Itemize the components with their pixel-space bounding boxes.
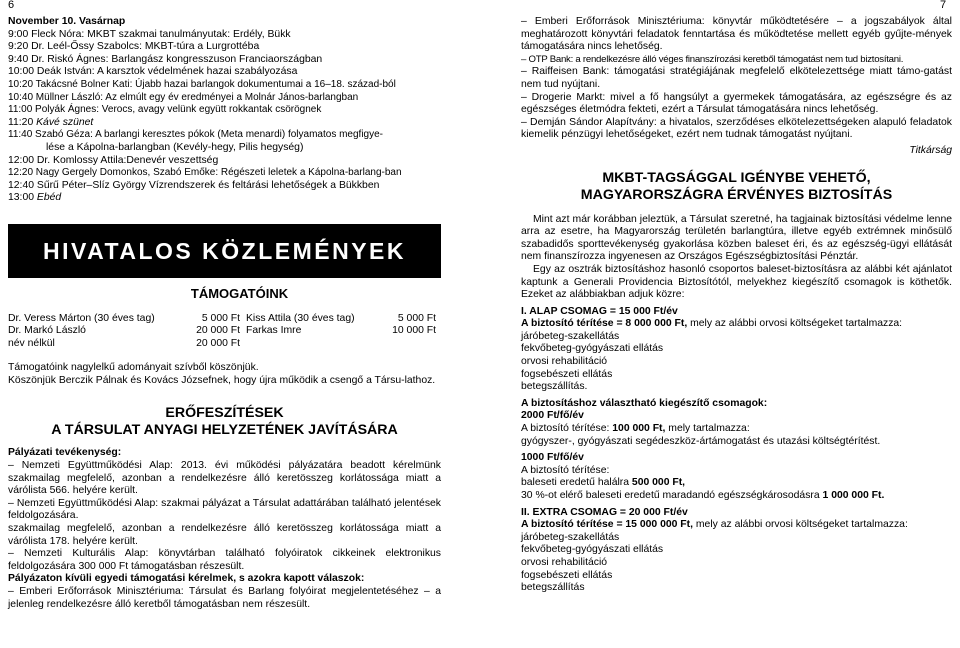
insurance-title: MKBT-TAGSÁGGAL IGÉNYBE VEHETŐ, xyxy=(602,169,871,186)
request-paragraph: – OTP Bank: a rendelkezésre álló véges finanszírozási keretből támogatást nem tud biztosítani. xyxy=(521,53,904,65)
grant-heading: Pályázati tevékenység: xyxy=(8,447,122,459)
program-item: 12:00 Dr. Komlossy Attila:Denevér veszettség xyxy=(8,154,219,166)
program-item: 11:00 Polyák Ágnes: Verocs, avagy velünk együtt rokkantak csörögnek xyxy=(8,104,322,116)
package-coverage xyxy=(521,318,952,331)
coffee-label: Kávé szünet xyxy=(36,116,94,128)
package-title: II. EXTRA CSOMAG = 20 000 Ft/év xyxy=(521,506,688,518)
received-heading: Pályázaton kívüli egyedi támogatási kérelmek, s azokra kapott válaszok: xyxy=(8,573,365,585)
list-item: fogsebészeti ellátás xyxy=(521,569,613,581)
right-column xyxy=(521,16,952,595)
program-item: 10:20 Takácsné Bolner Kati: Újabb hazai barlangok dokumentumai a 16–18. század-ból xyxy=(8,78,396,90)
donor-name: Dr. Veress Márton (30 éves tag) xyxy=(8,312,155,324)
addon-description: gyógyszer-, gyógyászati segédeszköz-ártámogatást és utazási költségtérítést. xyxy=(521,435,881,447)
program-list xyxy=(8,29,441,205)
request-paragraph: – Raiffeisen Bank: támogatási stratégiájának megfelelő elkötelezettsége miatt támo-gatást nem tud nyújtani. xyxy=(521,66,952,90)
program-item: 11:40 Szabó Géza: A barlangi keresztes pókok (Meta menardi) folyamatos megfigye- xyxy=(8,129,384,141)
program-item: 9:40 Dr. Riskó Ágnes: Barlangász kongresszuson Franciaországban xyxy=(8,53,323,65)
coverage-amount: 100 000 Ft, xyxy=(612,423,666,435)
coffee-time: 11:20 xyxy=(8,116,34,128)
list-item: fogsebészeti ellátás xyxy=(521,368,613,380)
official-announcements-banner: HIVATALOS KÖZLEMÉNYEK xyxy=(8,224,441,278)
list-item: fekvőbeteg-gyógyászati ellátás xyxy=(521,343,664,355)
efforts-subtitle: A TÁRSULAT ANYAGI HELYZETÉNEK JAVÍTÁSÁRA xyxy=(51,422,398,439)
lunch-label: Ebéd xyxy=(36,192,62,204)
list-item: járóbeteg-szakellátás xyxy=(521,531,620,543)
donor-name: Kiss Attila (30 éves tag) xyxy=(246,312,355,324)
coverage-amount: A biztosító térítése = 15 000 000 Ft, xyxy=(521,519,693,531)
program-item: 9:20 Dr. Leél-Őssy Szabolcs: MKBT-túra a Lurgrottéba xyxy=(8,41,260,53)
donor-amount: 5 000 Ft xyxy=(201,312,240,324)
donor-name: név nélkül xyxy=(8,337,55,349)
page-number-left: 6 xyxy=(8,0,15,11)
thanks-text: Támogatóink nagylelkű adományait szívből köszönjük. xyxy=(8,362,259,374)
coverage-amount: 500 000 Ft, xyxy=(631,477,686,489)
program-item-cont: lése a Kápolna-barlangban (Kevély-hegy, Pilis hegység) xyxy=(46,141,304,153)
addon-coverage xyxy=(521,490,952,503)
supporters-title: TÁMOGATÓINK xyxy=(190,285,289,301)
coverage-text: A biztosító térítése: xyxy=(521,423,613,435)
program-item: 10:40 Müllner László: Az elmúlt egy év eredményei a Molnár János-barlangban xyxy=(8,91,359,103)
donor-amount: 5 000 Ft xyxy=(397,312,436,324)
list-item: járóbeteg-szakellátás xyxy=(521,330,620,342)
program-item-lunch xyxy=(8,192,441,205)
list-item: fekvőbeteg-gyógyászati ellátás xyxy=(521,544,664,556)
coverage-text: mely az alábbi orvosi költségeket tartalmazza: xyxy=(693,519,908,531)
grant-paragraph: – Nemzeti Együttműködési Alap: szakmai pályázat a Társulat adattárában található jelentések feldolgozására. xyxy=(8,497,441,522)
list-item: orvosi rehabilitáció xyxy=(521,556,608,568)
addon-heading: A biztosításhoz választható kiegészítő csomagok: xyxy=(521,397,768,409)
table-row xyxy=(8,313,436,326)
addon-coverage xyxy=(521,477,952,490)
request-paragraph: – Drogerie Markt: mivel a fő hangsúlyt a gyermekek támogatására, az egészségre és az egészséges életmódra fekteti, ezért a Társulat támogatására nincs lehetőség. xyxy=(521,91,952,116)
coverage-text: baleseti eredetű halálra xyxy=(521,477,632,489)
program-item: 12:20 Nagy Gergely Domonkos, Szabó Emőke: Régészeti leletek a Kápolna-barlang-ban xyxy=(8,167,402,179)
donor-amount: 10 000 Ft xyxy=(392,325,436,337)
insurance-intro: Mint azt már korábban jeleztük, a Társulat szeretné, ha tagjainak biztosítási védelme lenne arra az esetre, ha Magyarország területén barlangtúra, illetve egyéb extrémnek minősülő szabadidős sporttevékenység gyakorlása közben baleset éri, és az egészség-ügyi ellátását nem finanszírozza ingyenesen az Országos Egészségbiztosítási Pénztár. xyxy=(521,213,952,263)
table-row xyxy=(8,325,436,338)
page-number-right: 7 xyxy=(940,0,947,11)
table-row xyxy=(8,338,436,351)
package-coverage xyxy=(521,519,952,532)
donor-table xyxy=(8,313,436,351)
program-title: November 10. Vasárnap xyxy=(8,16,126,27)
request-paragraph: – Demján Sándor Alapítvány: a hivatalos, szerződéses elkötelezettségeken alapuló feladatok kiemelik pénzügyi lehetőségeket, ezért nem tudnak támogatást nyújtani. xyxy=(521,116,952,141)
lunch-time: 13:00 xyxy=(8,192,35,204)
received-paragraph: – Emberi Erőforrások Minisztériuma: Társulat és Barlang folyóirat megjelentetéséhez – a jelenleg rendelkezésre álló keretből támogatásban nem részesült. xyxy=(8,586,441,610)
list-item: betegszállítás xyxy=(521,582,585,594)
program-item: 12:40 Sűrű Péter–Slíz György Vízrendszerek és feltárási lehetőségek a Bükkben xyxy=(8,179,380,191)
grant-paragraph: – Nemzeti Kulturális Alap: könyvtárban található folyóiratok cikkeinek elektronikus feldolgozására 300 000 Ft támogatásban részesült. xyxy=(8,548,441,572)
list-item: betegszállítás. xyxy=(521,381,588,393)
coverage-text: 30 %-ot elérő baleseti eredetű maradandó egészségkárosodásra xyxy=(521,490,823,501)
donor-amount: 20 000 Ft xyxy=(196,325,240,337)
insurance-title: MAGYARORSZÁGRA ÉRVÉNYES BIZTOSÍTÁS xyxy=(580,186,893,203)
coverage-amount: 1 000 000 Ft. xyxy=(822,490,885,501)
request-paragraph: – Emberi Erőforrások Minisztériuma: könyvtár működtetésére – a jogszabályok által meghatározott könyvtári feladatok fenntartása és működtetése mellett egyéb gyűjte-mények támogatására nincs lehetőség. xyxy=(521,16,952,53)
program-item-coffee xyxy=(8,117,441,130)
donor-name: Farkas Imre xyxy=(246,325,302,337)
addon-price: 1000 Ft/fő/év xyxy=(521,452,584,464)
left-column xyxy=(8,16,441,611)
thanks-text: Köszönjük Berczik Pálnak és Kovács Józsefnek, hogy újra működik a csengő a Társu-lathoz. xyxy=(8,374,436,386)
donor-name xyxy=(240,338,374,351)
addon-coverage: A biztosító térítése: xyxy=(521,464,610,476)
grant-paragraph: – Nemzeti Együttműködési Alap: 2013. évi működési pályázatára beadott kérelmünk szakmailag megfelelő, azonban a rendelkezésre álló keretösszeg korlátossága miatt a várólista 566. helyére került. xyxy=(8,460,441,497)
donor-amount xyxy=(374,338,436,351)
package-title: I. ALAP CSOMAG = 15 000 Ft/év xyxy=(521,305,678,317)
coverage-text: mely tartalmazza: xyxy=(665,423,750,435)
program-item: 9:00 Fleck Nóra: MKBT szakmai tanulmányutak: Erdély, Bükk xyxy=(8,28,291,40)
insurance-intro: Egy az osztrák biztosításhoz hasonló csoportos baleset-biztosításra az alábbi két ajánlatot kaptunk a Generali Providencia Biztosítótól, melyekhez kiegészítő csomagok is köthetők. Ezeket az alábbiakban adjuk közre: xyxy=(521,263,952,301)
signature: Titkárság xyxy=(909,144,952,156)
addon-coverage xyxy=(521,423,952,436)
coverage-text: mely az alábbi orvosi költségeket tartalmazza: xyxy=(687,318,903,330)
donor-amount: 20 000 Ft xyxy=(196,337,240,349)
list-item: orvosi rehabilitáció xyxy=(521,356,608,368)
donor-name: Dr. Markó László xyxy=(8,325,86,337)
addon-price: 2000 Ft/fő/év xyxy=(521,410,584,422)
coverage-amount: A biztosító térítése = 8 000 000 Ft, xyxy=(521,318,688,330)
grant-paragraph: szakmailag megfelelő, azonban a rendelkezésre álló keretösszeg korlátossága miatt a várólista 178. helyére került. xyxy=(8,523,441,547)
efforts-title: ERŐFESZÍTÉSEK xyxy=(165,405,284,422)
program-item: 10:00 Deák István: A karsztok védelmének hazai szabályozása xyxy=(8,66,298,78)
